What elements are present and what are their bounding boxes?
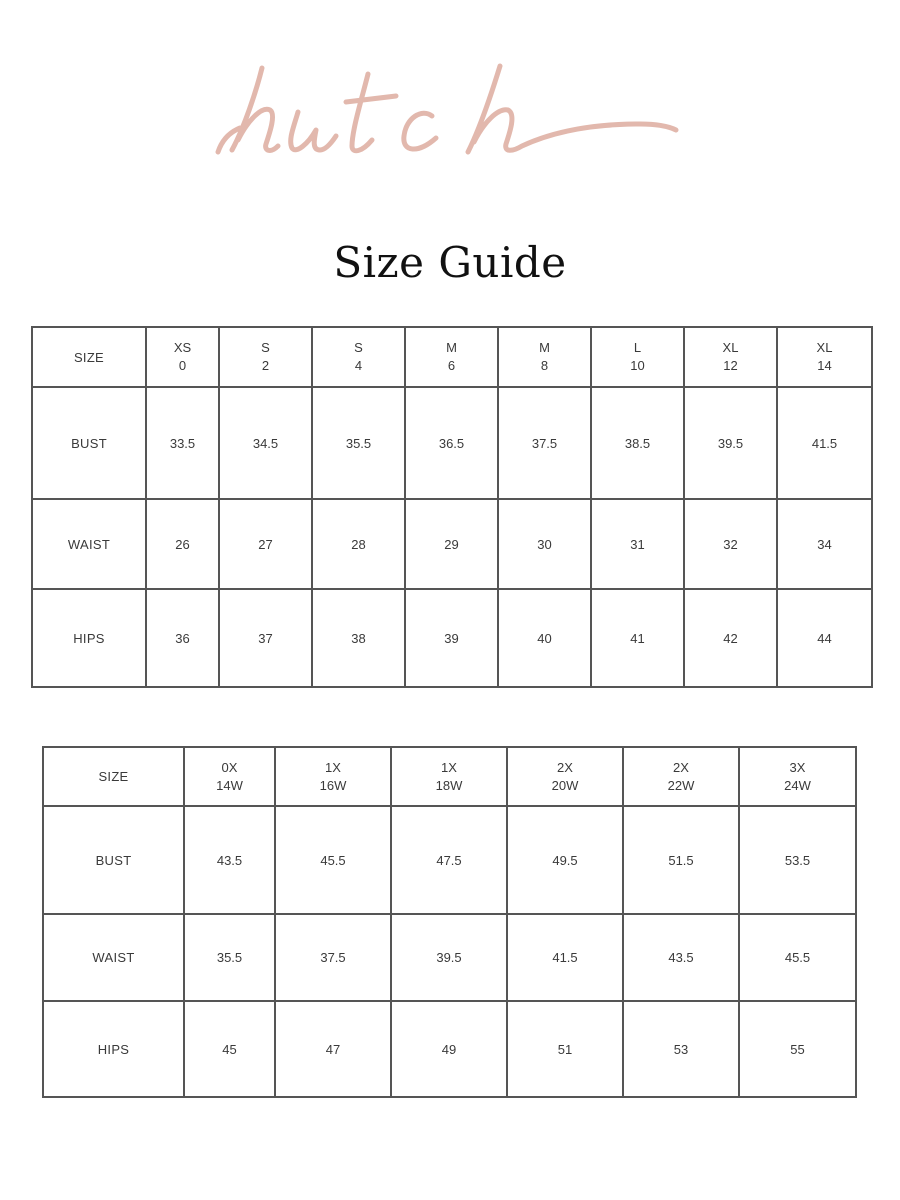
size-number: 8: [540, 358, 549, 373]
size-number: 0: [178, 358, 187, 373]
hips-row-label: HIPS: [43, 1001, 184, 1097]
bust-value: 41.5: [777, 387, 872, 499]
size-row-label: SIZE: [43, 747, 184, 806]
size-number: 14: [817, 358, 832, 373]
size-row-label: SIZE: [32, 327, 146, 387]
size-letter: 1X: [325, 759, 341, 775]
waist-value: 26: [146, 499, 219, 589]
page-title: Size Guide: [333, 238, 567, 287]
hips-value: 40: [498, 589, 591, 687]
bust-value: 34.5: [219, 387, 312, 499]
size-letter: XL: [722, 340, 739, 355]
table-row: [32, 589, 872, 687]
size-number: 6: [447, 358, 456, 373]
waist-value: 32: [684, 499, 777, 589]
size-header-cell: [739, 747, 856, 806]
waist-value: 27: [219, 499, 312, 589]
hips-value: 41: [591, 589, 684, 687]
size-letter: M: [446, 340, 457, 355]
hips-row-label: HIPS: [32, 589, 146, 687]
size-header-cell: [498, 327, 591, 387]
hips-value: 53: [623, 1001, 739, 1097]
size-number: 22W: [667, 777, 695, 793]
size-header-cell: [623, 747, 739, 806]
size-letter: 0X: [221, 759, 238, 775]
size-letter: S: [261, 340, 270, 355]
waist-value: 45.5: [739, 914, 856, 1001]
hips-value: 44: [777, 589, 872, 687]
table-row: [43, 914, 856, 1001]
size-header-cell: [184, 747, 275, 806]
hips-value: 45: [184, 1001, 275, 1097]
bust-value: 45.5: [275, 806, 391, 914]
bust-value: 38.5: [591, 387, 684, 499]
brand-logo: [200, 40, 700, 180]
waist-value: 30: [498, 499, 591, 589]
bust-value: 39.5: [684, 387, 777, 499]
size-header-cell: [391, 747, 507, 806]
size-table-regular: [31, 326, 873, 688]
size-letter: 3X: [789, 759, 806, 775]
waist-value: 37.5: [275, 914, 391, 1001]
hips-value: 38: [312, 589, 405, 687]
size-number: 2: [261, 358, 270, 373]
waist-value: 41.5: [507, 914, 623, 1001]
size-letter: 1X: [441, 759, 457, 775]
waist-value: 35.5: [184, 914, 275, 1001]
hips-value: 39: [405, 589, 498, 687]
waist-value: 34: [777, 499, 872, 589]
size-header-cell: [507, 747, 623, 806]
bust-row-label: BUST: [32, 387, 146, 499]
bust-value: 43.5: [184, 806, 275, 914]
size-header-cell: [312, 327, 405, 387]
size-header-cell: [591, 327, 684, 387]
size-number: 16W: [319, 777, 347, 793]
hips-value: 49: [391, 1001, 507, 1097]
size-number: 20W: [551, 777, 579, 793]
hips-value: 36: [146, 589, 219, 687]
size-letter: 2X: [557, 759, 573, 775]
hips-value: 37: [219, 589, 312, 687]
bust-value: 53.5: [739, 806, 856, 914]
table-row: [43, 1001, 856, 1097]
size-header-cell: [405, 327, 498, 387]
size-header-cell: [684, 327, 777, 387]
size-letter: 2X: [673, 759, 689, 775]
table-row: [43, 747, 856, 806]
waist-value: 29: [405, 499, 498, 589]
waist-value: 31: [591, 499, 684, 589]
size-letter: XL: [816, 340, 833, 355]
size-header-cell: [219, 327, 312, 387]
waist-value: 28: [312, 499, 405, 589]
size-letter: XS: [173, 340, 192, 355]
table-row: [32, 387, 872, 499]
table-row: [32, 499, 872, 589]
waist-row-label: WAIST: [43, 914, 184, 1001]
size-number: 24W: [784, 777, 811, 793]
hips-value: 51: [507, 1001, 623, 1097]
bust-value: 51.5: [623, 806, 739, 914]
hips-value: 47: [275, 1001, 391, 1097]
table-row: [43, 806, 856, 914]
size-letter: S: [354, 340, 363, 355]
size-letter: L: [633, 340, 642, 355]
size-header-cell: [777, 327, 872, 387]
bust-row-label: BUST: [43, 806, 184, 914]
size-number: 10: [630, 358, 645, 373]
bust-value: 33.5: [146, 387, 219, 499]
bust-value: 35.5: [312, 387, 405, 499]
waist-value: 43.5: [623, 914, 739, 1001]
size-number: 12: [723, 358, 738, 373]
size-header-cell: [146, 327, 219, 387]
bust-value: 47.5: [391, 806, 507, 914]
hips-value: 42: [684, 589, 777, 687]
size-table-plus: [42, 746, 857, 1098]
hutch-script-logo: [200, 40, 700, 180]
bust-value: 37.5: [498, 387, 591, 499]
waist-row-label: WAIST: [32, 499, 146, 589]
size-letter: M: [539, 340, 550, 355]
size-header-cell: [275, 747, 391, 806]
hips-value: 55: [739, 1001, 856, 1097]
bust-value: 49.5: [507, 806, 623, 914]
bust-value: 36.5: [405, 387, 498, 499]
waist-value: 39.5: [391, 914, 507, 1001]
size-number: 18W: [435, 777, 463, 793]
size-number: 4: [354, 358, 363, 373]
size-number: 14W: [216, 777, 243, 793]
table-row: [32, 327, 872, 387]
